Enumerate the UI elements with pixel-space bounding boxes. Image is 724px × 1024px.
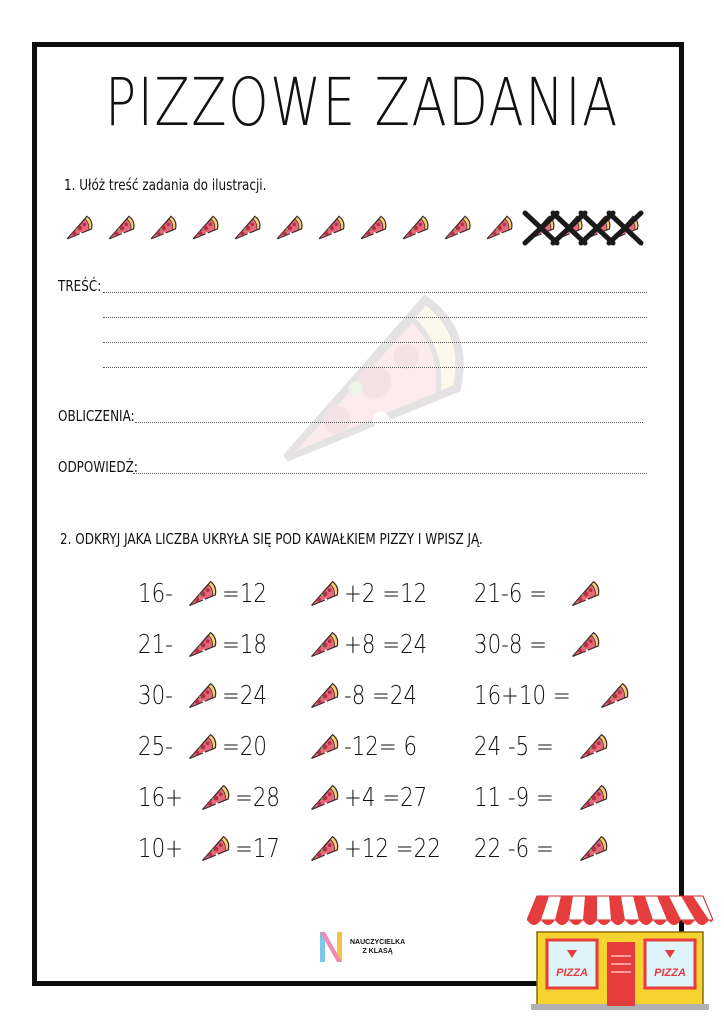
equation-after: =18 bbox=[222, 629, 268, 660]
equation-after: +8 =24 bbox=[344, 629, 428, 660]
content-line-4[interactable] bbox=[103, 367, 647, 368]
equation-after: -8 =24 bbox=[344, 680, 418, 711]
logo bbox=[318, 930, 405, 964]
hidden-number-slice-icon[interactable] bbox=[182, 728, 220, 766]
answer-line[interactable] bbox=[133, 473, 647, 474]
equation-after: =12 bbox=[222, 578, 268, 609]
equation-before: 24 -5 = bbox=[474, 731, 554, 762]
pizza-slice-icon bbox=[60, 210, 96, 246]
equation-before: 10+ bbox=[138, 833, 183, 864]
page-title: PIZZOWE ZADANIA bbox=[105, 64, 619, 141]
equation-before: 25- bbox=[138, 731, 173, 762]
hidden-number-slice-icon[interactable] bbox=[182, 575, 220, 613]
hidden-number-slice-icon[interactable] bbox=[182, 677, 220, 715]
hidden-number-slice-icon[interactable] bbox=[573, 728, 611, 766]
content-line-3[interactable] bbox=[103, 342, 647, 343]
content-label: TREŚĆ: bbox=[58, 277, 102, 295]
logo-line-2: Z KLASĄ bbox=[362, 948, 393, 955]
shop-sign-left: PIZZA bbox=[556, 967, 588, 979]
pizza-slice-icon bbox=[102, 210, 138, 246]
hidden-number-slice-icon[interactable] bbox=[594, 677, 632, 715]
calc-line[interactable] bbox=[135, 422, 643, 423]
equation-column-2 bbox=[302, 568, 462, 874]
equation-before: 11 -9 = bbox=[474, 782, 554, 813]
equation-before: 30-8 = bbox=[474, 629, 548, 660]
equation-column-1 bbox=[138, 568, 290, 874]
pizza-slice-icon bbox=[480, 210, 516, 246]
equation-row bbox=[138, 721, 290, 772]
pizza-slice-icon bbox=[438, 210, 474, 246]
pizza-slice-icon bbox=[144, 210, 180, 246]
pizza-slice-icon bbox=[312, 210, 348, 246]
hidden-number-slice-icon[interactable] bbox=[182, 626, 220, 664]
pizza-slice-icon bbox=[270, 210, 306, 246]
equation-row bbox=[138, 772, 290, 823]
pizza-slice-icon bbox=[396, 210, 432, 246]
cross-out-icon bbox=[604, 207, 646, 249]
hidden-number-slice-icon[interactable] bbox=[304, 830, 342, 868]
logo-line-1: NAUCZYCIELKA bbox=[350, 939, 406, 946]
task2-heading: 2. ODKRYJ JAKA LICZBA UKRYŁA SIĘ POD KAWAŁKIEM PIZZY I WPISZ JĄ. bbox=[60, 530, 483, 548]
hidden-number-slice-icon[interactable] bbox=[304, 728, 342, 766]
pizza-slice-icon bbox=[438, 210, 474, 246]
equation-row bbox=[138, 670, 290, 721]
calc-label: OBLICZENIA: bbox=[58, 407, 135, 425]
hidden-number-slice-icon[interactable] bbox=[573, 830, 611, 868]
pizza-watermark-icon bbox=[232, 262, 492, 502]
hidden-number-slice-icon[interactable] bbox=[195, 830, 233, 868]
pizza-slice-icon bbox=[354, 210, 390, 246]
equation-row bbox=[474, 772, 634, 823]
equation-after: +2 =12 bbox=[344, 578, 428, 609]
pizza-illustration-row bbox=[60, 210, 628, 246]
equation-row bbox=[138, 568, 290, 619]
equation-row bbox=[302, 670, 462, 721]
equation-before: 21-6 = bbox=[474, 578, 548, 609]
pizza-slice-icon bbox=[396, 210, 432, 246]
pizza-slice-icon bbox=[606, 210, 642, 246]
pizza-slice-icon bbox=[144, 210, 180, 246]
pizza-slice-icon bbox=[312, 210, 348, 246]
answer-label: ODPOWIEDŹ: bbox=[58, 458, 138, 476]
pizza-slice-icon bbox=[480, 210, 516, 246]
equation-after: =17 bbox=[234, 833, 280, 864]
equation-before: 21- bbox=[138, 629, 173, 660]
equation-row bbox=[138, 619, 290, 670]
pizza-slice-icon bbox=[270, 210, 306, 246]
hidden-number-slice-icon[interactable] bbox=[304, 575, 342, 613]
hidden-number-slice-icon[interactable] bbox=[304, 677, 342, 715]
task1-heading: 1. Ułóż treść zadania do ilustracji. bbox=[64, 176, 267, 194]
equation-before: 16- bbox=[138, 578, 173, 609]
pizza-slice-icon bbox=[228, 210, 264, 246]
equation-before: 30- bbox=[138, 680, 173, 711]
equation-before: 16+10 = bbox=[474, 680, 571, 711]
pizza-shop-icon bbox=[527, 892, 713, 1010]
equation-after: =24 bbox=[222, 680, 268, 711]
pizza-slice-icon bbox=[354, 210, 390, 246]
equation-before: 22 -6 = bbox=[474, 833, 554, 864]
equation-column-3 bbox=[474, 568, 634, 874]
hidden-number-slice-icon[interactable] bbox=[573, 779, 611, 817]
equation-row bbox=[302, 721, 462, 772]
equation-row bbox=[474, 721, 634, 772]
equation-after: +12 =22 bbox=[344, 833, 441, 864]
equation-row bbox=[474, 823, 634, 874]
equation-row bbox=[138, 823, 290, 874]
equation-row bbox=[474, 670, 634, 721]
equation-row bbox=[474, 619, 634, 670]
equation-row bbox=[302, 568, 462, 619]
equation-row bbox=[474, 568, 634, 619]
equation-row bbox=[302, 823, 462, 874]
equation-after: +4 =27 bbox=[344, 782, 428, 813]
pizza-slice-icon bbox=[186, 210, 222, 246]
n-logo-icon bbox=[318, 930, 344, 964]
equation-before: 16+ bbox=[138, 782, 183, 813]
hidden-number-slice-icon[interactable] bbox=[565, 626, 603, 664]
pizza-slice-icon bbox=[60, 210, 96, 246]
equation-after: =20 bbox=[222, 731, 268, 762]
pizza-slice-icon bbox=[186, 210, 222, 246]
hidden-number-slice-icon[interactable] bbox=[304, 779, 342, 817]
equation-row bbox=[302, 772, 462, 823]
equation-after: -12= 6 bbox=[344, 731, 418, 762]
equation-after: =28 bbox=[234, 782, 280, 813]
pizza-slice-icon bbox=[102, 210, 138, 246]
hidden-number-slice-icon[interactable] bbox=[304, 626, 342, 664]
equation-row bbox=[302, 619, 462, 670]
hidden-number-slice-icon[interactable] bbox=[195, 779, 233, 817]
content-line-2[interactable] bbox=[103, 317, 647, 318]
hidden-number-slice-icon[interactable] bbox=[565, 575, 603, 613]
shop-sign-right: PIZZA bbox=[654, 967, 686, 979]
pizza-slice-icon bbox=[228, 210, 264, 246]
content-line-1[interactable] bbox=[103, 292, 647, 293]
